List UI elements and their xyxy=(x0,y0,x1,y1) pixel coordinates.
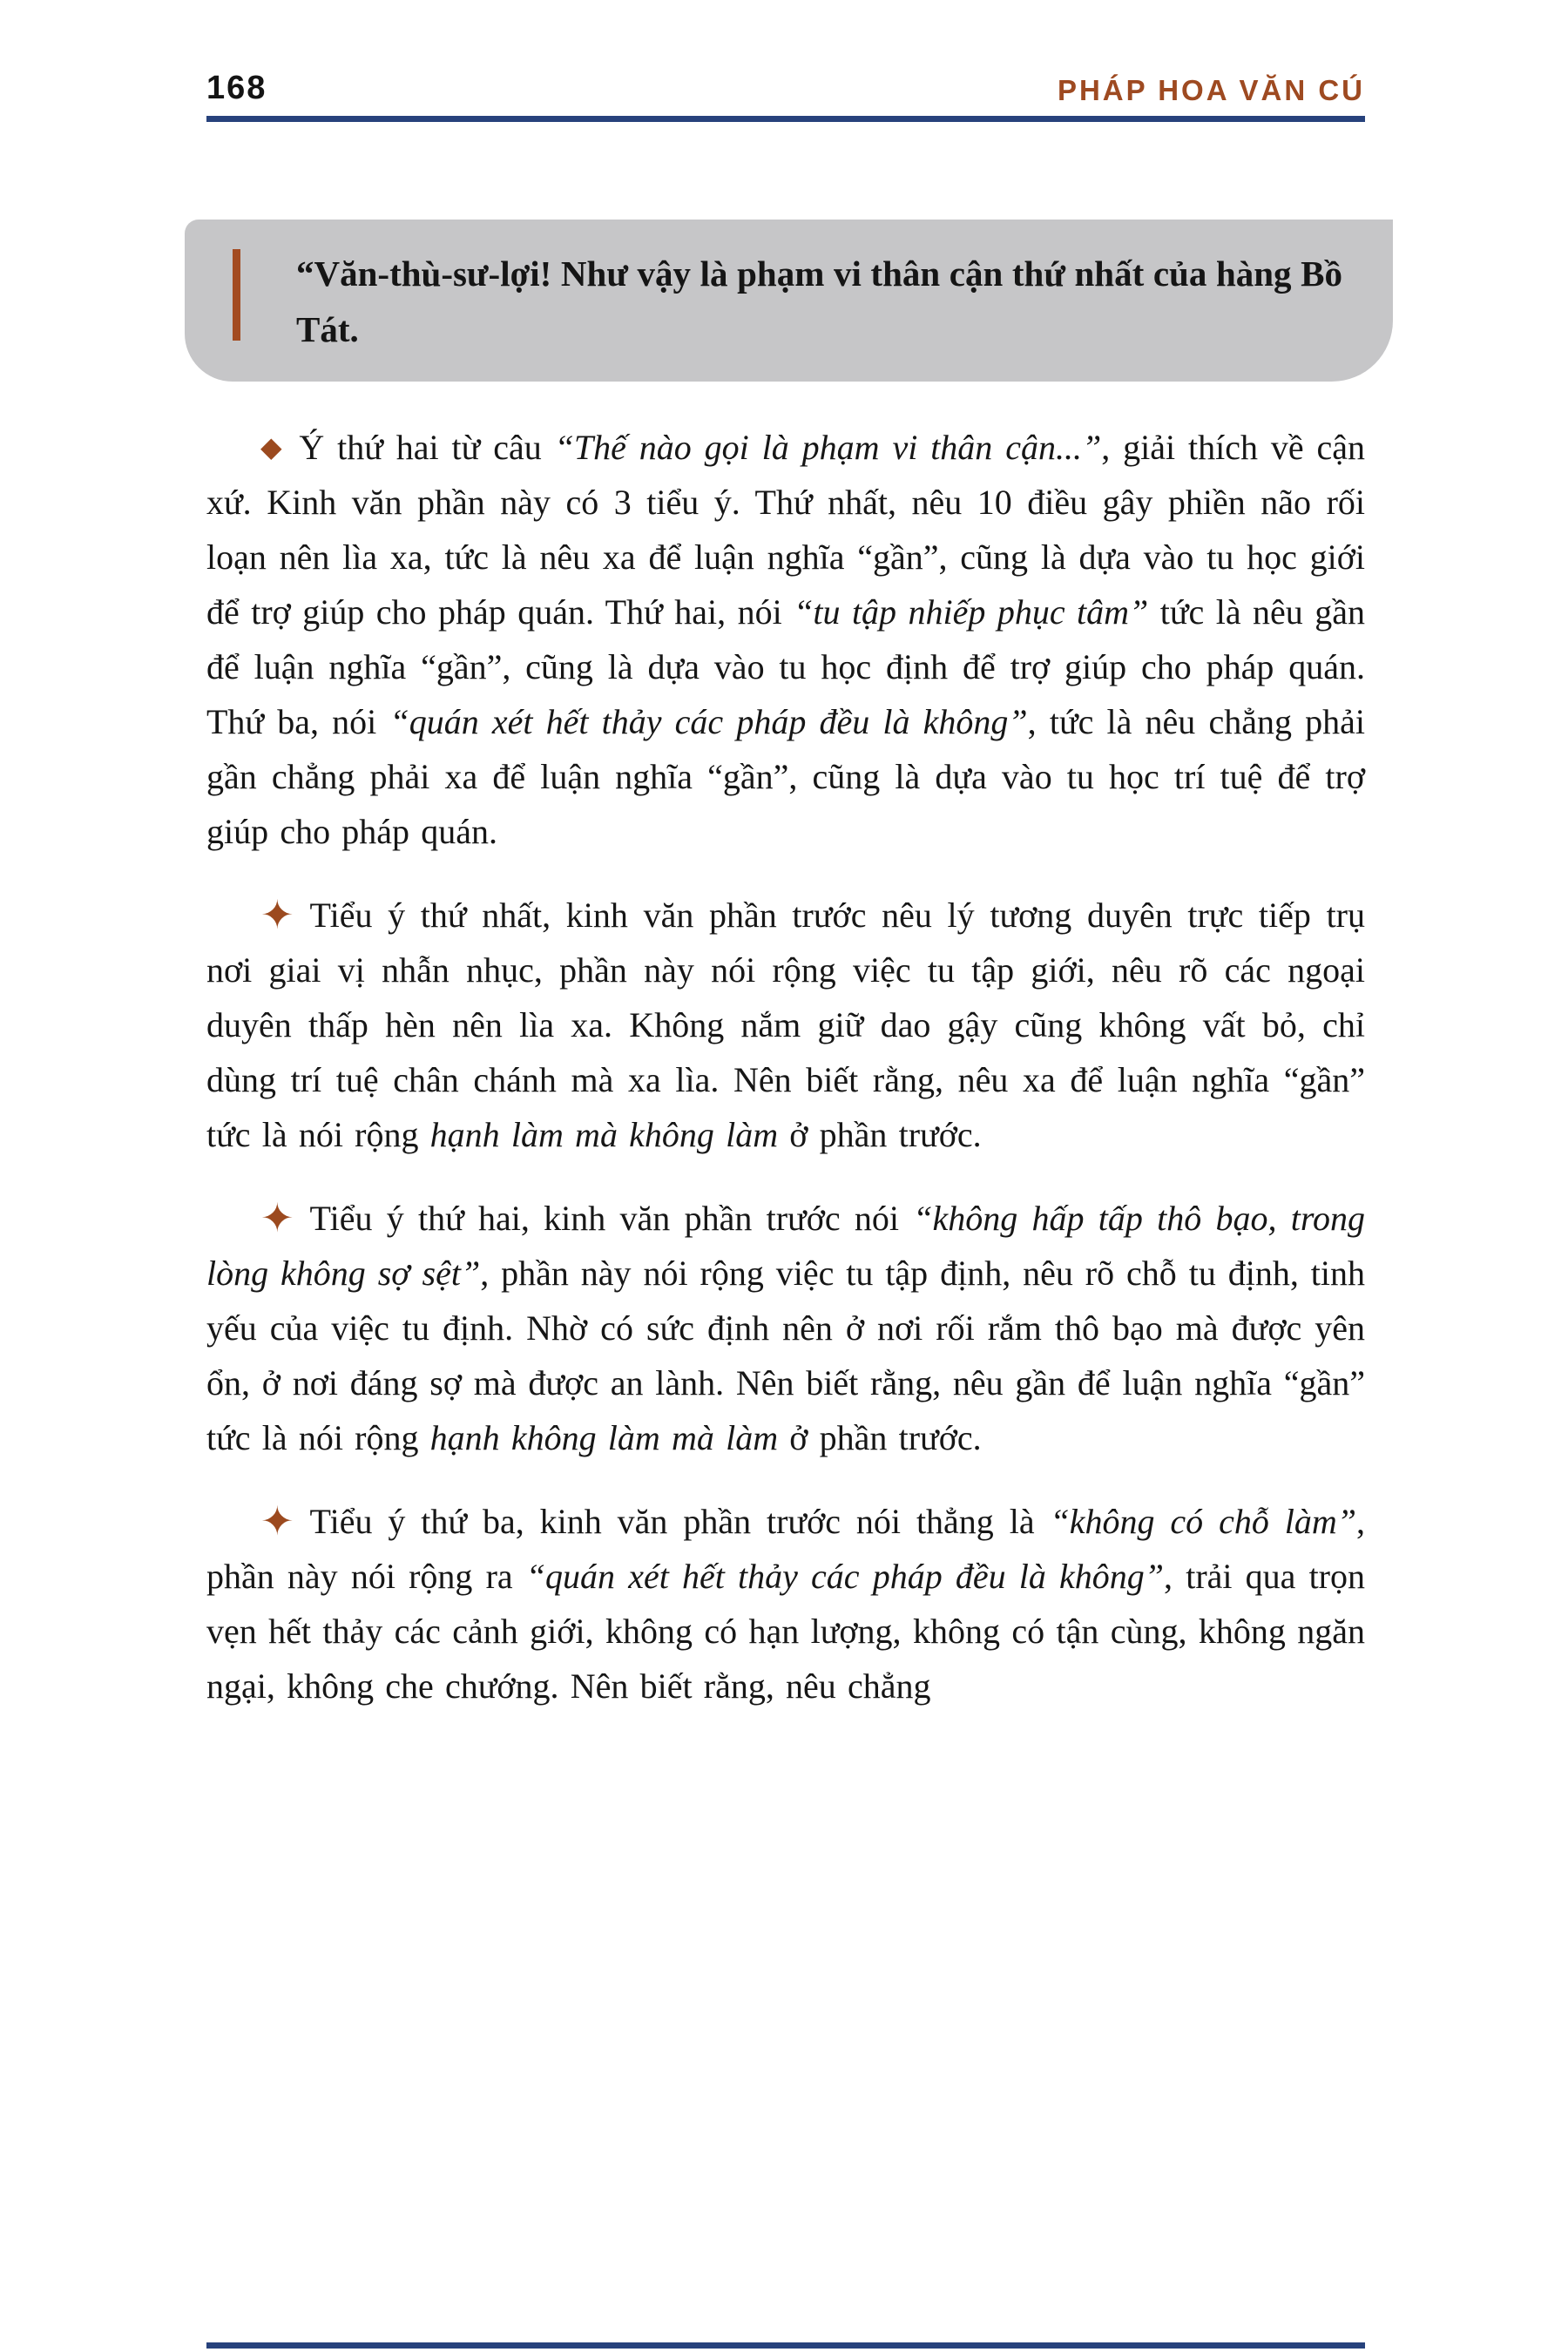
body-paragraph xyxy=(206,1191,1365,1465)
text-segment: “không hấp tấp thô bạo, trong lòng không sợ sệt” xyxy=(206,1199,1366,1293)
text-segment: Tiểu ý thứ hai, kinh văn phần trước nói xyxy=(309,1199,914,1238)
page-content-column xyxy=(206,0,1365,1742)
text-segment: , tức là nêu chẳng phải gần chẳng phải xa để luận nghĩa “gần”, cũng là dựa vào tu học trí tuệ để trợ giúp cho pháp quán. xyxy=(206,702,1365,851)
running-title: PHÁP HOA VĂN CÚ xyxy=(1057,74,1365,106)
text-segment: hạnh không làm mà làm xyxy=(429,1418,779,1457)
text-segment: , phần này nói rộng việc tu tập định, nêu rõ chỗ tu định, tinh yếu của việc tu định. Nhờ có sức định nên ở nơi rối rắm thô bạo mà được yên ổn, ở nơi đáng sợ mà được an lành. Nên biết rằng, nêu gần để luận nghĩa “gần” tức là nói rộng xyxy=(206,1254,1365,1457)
text-segment: “quán xét hết thảy các pháp đều là không” xyxy=(525,1557,1165,1596)
text-segment: , giải thích về cận xứ. Kinh văn phần này có 3 tiểu ý. Thứ nhất, nêu 10 điều gây phiền não rối loạn nên lìa xa, tức là nêu xa để luận nghĩa “gần”, cũng là dựa vào tu học giới để trợ giúp cho pháp quán. Thứ hai, nói xyxy=(206,428,1365,632)
text-segment: , trải qua trọn vẹn hết thảy các cảnh giới, không có hạn lượng, không có tận cùng, không ngăn ngại, không che chướng. Nên biết rằng, nêu chẳng xyxy=(206,1557,1366,1706)
text-segment: “không có chỗ làm” xyxy=(1050,1502,1356,1541)
star-bullet-icon: ✦ xyxy=(260,893,294,937)
body-paragraph xyxy=(206,888,1365,1162)
diamond-bullet-icon: ◆ xyxy=(260,431,284,463)
page-number: 168 xyxy=(206,70,267,106)
text-segment: “tu tập nhiếp phục tâm” xyxy=(794,592,1149,632)
star-bullet-icon: ✦ xyxy=(260,1196,294,1240)
text-segment: tức là nêu gần để luận nghĩa “gần”, cũng là dựa vào tu học định để trợ giúp cho pháp quán. Thứ ba, nói xyxy=(206,592,1365,741)
text-segment: Tiểu ý thứ ba, kinh văn phần trước nói thẳng là xyxy=(309,1502,1051,1541)
text-segment: Ý thứ hai từ câu xyxy=(299,428,555,467)
header-rule xyxy=(206,116,1365,122)
body-paragraph xyxy=(206,1494,1365,1713)
text-segment: Tiểu ý thứ nhất, kinh văn phần trước nêu lý tương duyên trực tiếp trụ nơi giai vị nhẫn nhục, phần này nói rộng việc tu tập giới, nêu rõ các ngoại duyên thấp hèn nên lìa xa. Không nắm giữ dao gậy cũng không vất bỏ, chỉ dùng trí tuệ chân chánh mà xa lìa. Nên biết rằng, nêu xa để luận nghĩa “gần” tức là nói rộng xyxy=(206,896,1365,1154)
text-segment: , phần này nói rộng ra xyxy=(206,1502,1365,1596)
text-segment: hạnh làm mà không làm xyxy=(429,1115,779,1154)
body-paragraph xyxy=(206,420,1365,859)
footer-rule xyxy=(206,2342,1365,2349)
page-header xyxy=(206,70,1365,107)
quote-accent-bar xyxy=(233,249,240,341)
text-segment: ở phần trước. xyxy=(778,1115,982,1154)
star-bullet-icon: ✦ xyxy=(260,1499,294,1544)
text-segment: “quán xét hết thảy các pháp đều là không” xyxy=(389,702,1028,741)
text-segment: “Thế nào gọi là phạm vi thân cận...” xyxy=(554,428,1102,467)
scripture-quote-block xyxy=(185,220,1393,382)
scripture-quote-text: “Văn-thù-sư-lợi! Như vậy là phạm vi thân cận thứ nhất của hàng Bồ Tát. xyxy=(296,253,1342,349)
commentary-body xyxy=(206,420,1365,1713)
text-segment: ở phần trước. xyxy=(778,1418,982,1457)
